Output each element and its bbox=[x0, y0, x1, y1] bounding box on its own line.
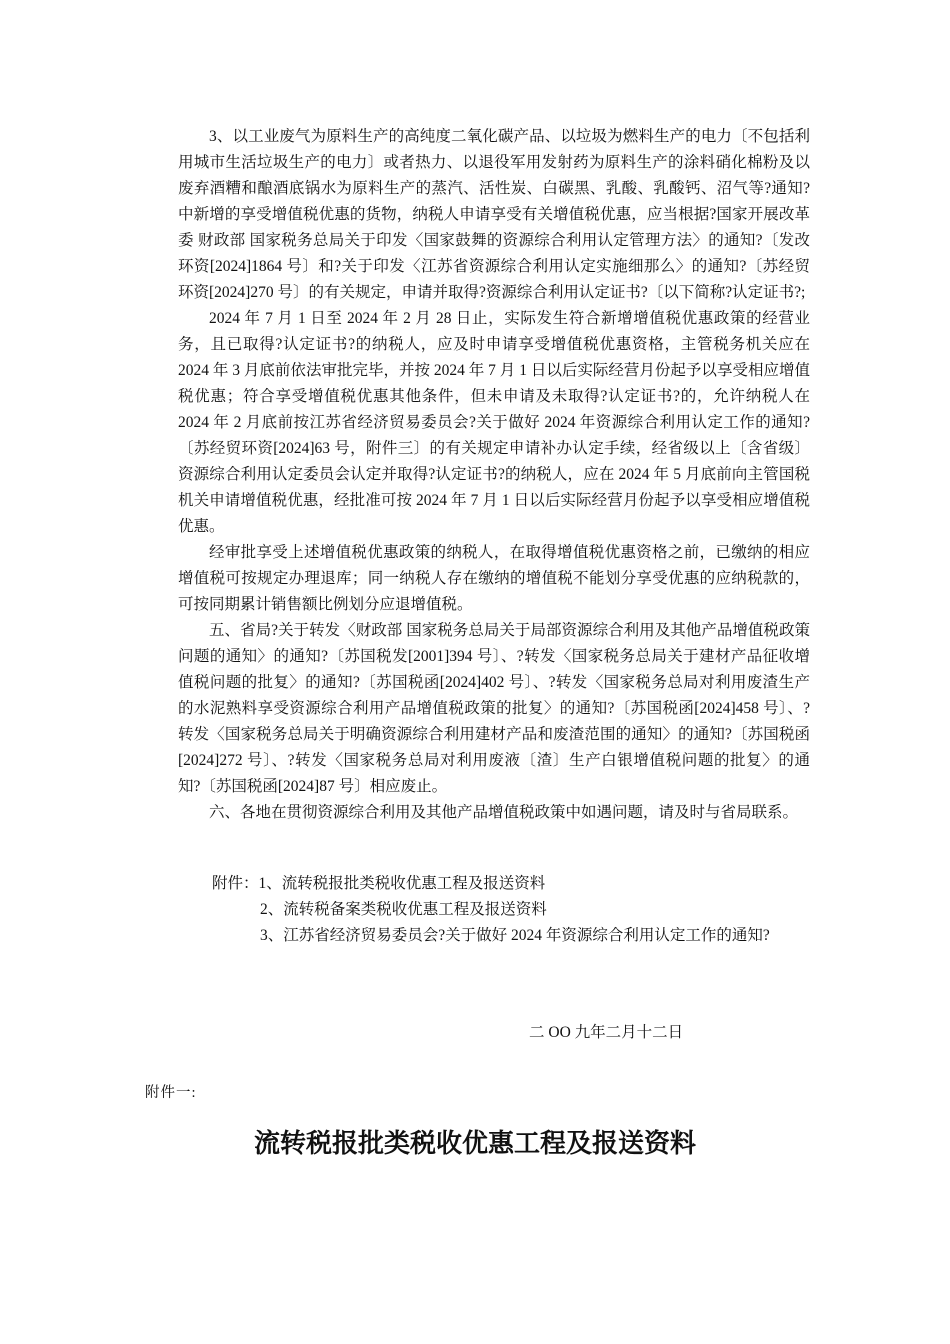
paragraph-section-6-contact: 六、各地在贯彻资源综合利用及其他产品增值税政策中如遇问题，请及时与省局联系。 bbox=[209, 804, 799, 821]
annex-title: 流转税报批类税收优惠工程及报送资料 bbox=[253, 1129, 696, 1159]
attachment-item: 2、流转税备案类税收优惠工程及报送资料 bbox=[260, 901, 547, 918]
paragraph-item-3: 3、以工业废气为原料生产的高纯度二氧化碳产品、以垃圾为燃料生产的电力〔不包括利用城市生活垃圾生产的电力〕或者热力、以退役军用发射药为原料生产的涂料硝化棉粉及以废弃酒糟和酿酒底锅水为原料生产的蒸汽、活性炭、白碳黑、乳酸、乳酸钙、沼气等?通知?中新增的享受增值税优惠的货物，纳税人申请享受有关增值税优惠，应当根据?国家开展改革委 财政部 国家税务总局关于印发〈国家鼓舞的资源综合利用认定管理方法〉的通知?〔发改环资[2024]1864 号〕和?关于印发〈江苏省资源综合利用认定实施细那么〉的通知?〔苏经贸环资[2024]270 号〕的有关规定，申请并取得?资源综合利用认定证书?〔以下简称?认定证书?; bbox=[178, 128, 810, 301]
attachment-item: 1、流转税报批类税收优惠工程及报送资料 bbox=[258, 875, 546, 892]
attachment-list bbox=[212, 871, 770, 949]
annex-label: 附件一: bbox=[145, 1085, 197, 1101]
document-date: 二 OO 九年二月十二日 bbox=[529, 1024, 684, 1041]
attachment-line-1 bbox=[212, 871, 770, 897]
attachment-prefix: 附件： bbox=[212, 875, 259, 892]
paragraph-application-deadline: 2024 年 7 月 1 日至 2024 年 2 月 28 日止，实际发生符合新增增值税优惠政策的经营业务，且已取得?认定证书?的纳税人，应及时申请享受增值税优惠资格，主管税务机关应在 2024 年 3 月底前依法审批完毕，并按 2024 年 7 月 1 日以后实际经营月份起予以享受相应增值税优惠；符合享受增值税优惠其他条件，但未申请及未取得?认定证书?的，允许纳税人在 2024 年 2 月底前按江苏省经济贸易委员会?关于做好 2024 年资源综合利用认定工作的通知?〔苏经贸环资[2024]63 号，附件三〕的有关规定申请补办认定手续，经省级以上〔含省级〕资源综合利用认定委员会认定并取得?认定证书?的纳税人，应在 2024 年 5 月底前向主管国税机关申请增值税优惠，经批准可按 2024 年 7 月 1 日以后实际经营月份起予以享受相应增值税优惠。 bbox=[178, 310, 810, 535]
paragraph-section-5-repeal: 五、省局?关于转发〈财政部 国家税务总局关于局部资源综合利用及其他产品增值税政策问题的通知〉的通知?〔苏国税发[2001]394 号〕、?转发〈国家税务总局关于建材产品征收增值税问题的批复〉的通知?〔苏国税函[2024]402 号〕、?转发〈国家税务总局对利用废渣生产的水泥熟料享受资源综合利用产品增值税政策的批复〉的通知?〔苏国税函[2024]458 号〕、?转发〈国家税务总局关于明确资源综合利用建材产品和废渣范围的通知〉的通知?〔苏国税函[2024]272 号〕、?转发〈国家税务总局对利用废液〔渣〕生产白银增值税问题的批复〉的通知?〔苏国税函[2024]87 号〕相应废止。 bbox=[178, 622, 810, 795]
attachment-item: 3、江苏省经济贸易委员会?关于做好 2024 年资源综合利用认定工作的通知? bbox=[260, 927, 770, 944]
document-body bbox=[178, 124, 810, 826]
paragraph-refund: 经审批享受上述增值税优惠政策的纳税人，在取得增值税优惠资格之前，已缴纳的相应增值税可按规定办理退库；同一纳税人存在缴纳的增值税不能划分享受优惠的应纳税款的，可按同期累计销售额比例划分应退增值税。 bbox=[178, 544, 810, 613]
